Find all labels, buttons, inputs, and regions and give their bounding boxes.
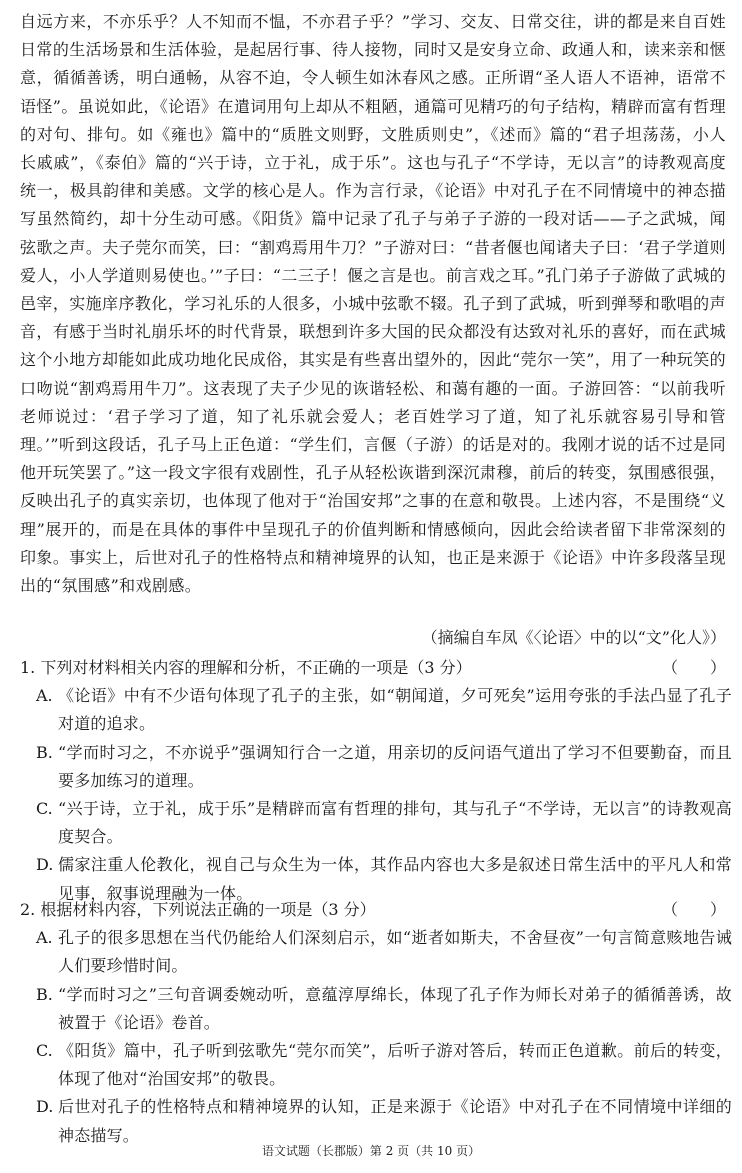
- option-label: D.: [36, 1097, 54, 1117]
- option-label: B.: [36, 742, 53, 762]
- question-stem-text: 2. 根据材料内容，下列说法正确的一项是（3 分）: [20, 900, 376, 919]
- option-text: 后世对孔子的性格特点和精神境界的认知，正是来源于《论语》中对孔子在不同情境中详细的神态描写。: [58, 1097, 732, 1145]
- option-label: A.: [36, 928, 53, 948]
- option-b: [20, 981, 732, 1037]
- page-footer: 语文试题（长郡版）第 2 页（共 10 页）: [261, 1144, 481, 1158]
- option-label: C.: [36, 1041, 53, 1061]
- option-text: “学而时习之”三句音调委婉动听，意蕴淳厚绵长，体现了孔子作为师长对弟子的循循善诱，故被置于《论语》卷首。: [58, 984, 732, 1032]
- option-b: [20, 739, 732, 795]
- option-text: 《论语》中有不少语句体现了孔子的主张，如“朝闻道，夕可死矣”运用夸张的手法凸显了孔子对道的追求。: [58, 686, 732, 734]
- option-a: [20, 682, 732, 738]
- option-label: B.: [36, 984, 53, 1004]
- option-text: 孔子的很多思想在当代仍能给人们深刻启示，如“逝者如斯夫，不舍昼夜”一句言简意赅地告诫人们要珍惜时间。: [58, 928, 732, 976]
- reading-passage: 自远方来，不亦乐乎？人不知而不愠，不亦君子乎？”学习、交友、日常交往，讲的都是来自百姓日常的生活场景和生活体验，是起居行事、待人接物，同时又是安身立命、政通人和，读来亲和惬意，循循善诱，明白通畅，从容不迫，令人顿生如沐春风之感。正所谓“圣人语人不语神，语常不语怪”。虽说如此，《论语》在遣词用句上却从不粗陋，通篇可见精巧的句子结构，精辟而富有哲理的对句、排句。如《雍也》篇中的“质胜文则野，文胜质则史”，《述而》篇的“君子坦荡荡，小人长戚戚”，《泰伯》篇的“兴于诗，立于礼，成于乐”。这也与孔子“不学诗，无以言”的诗教观高度统一，极具韵律和美感。文学的核心是人。作为言行录，《论语》中对孔子在不同情境中的神态描写虽然简约，却十分生动可感。《阳货》篇中记录了孔子与弟子子游的一段对话——子之武城，闻弦歌之声。夫子莞尔而笑，曰：“割鸡焉用牛刀？”子游对曰：“昔者偃也闻诸夫子曰：‘君子学道则爱人，小人学道则易使也。’”子曰：“二三子！偃之言是也。前言戏之耳。”孔门弟子子游做了武城的邑宰，实施庠序教化，学习礼乐的人很多，小城中弦歌不辍。孔子到了武城，听到弹琴和歌唱的声音，有感于当时礼崩乐坏的时代背景，联想到许多大国的民众都没有达致对礼乐的喜好，而在武城这个小地方却能如此成功地化民成俗，其实是有些喜出望外的，因此“莞尔一笑”，用了一种玩笑的口吻说“割鸡焉用牛刀”。这表现了夫子少见的诙谐轻松、和蔼有趣的一面。子游回答：“以前我听老师说过：‘君子学习了道，知了礼乐就会爱人；老百姓学习了道，知了礼乐就容易引导和管理。’”听到这段话，孔子马上正色道：“学生们，言偃（子游）的话是对的。我刚才说的话不过是同他开玩笑罢了。”这一段文字很有戏剧性，孔子从轻松诙谐到深沉肃穆，前后的转变，氛围感很强，反映出孔子的真实亲切，也体现了他对于“治国安邦”之事的在意和敬畏。上述内容，不是围绕“义理”展开的，而是在具体的事件中呈现孔子的价值判断和情感倾向，因此会给读者留下非常深刻的印象。事实上，后世对孔子的性格特点和精神境界的认知，也正是来源于《论语》中许多段落呈现出的“氛围感”和戏剧感。: [20, 12, 726, 596]
- option-label: D.: [36, 855, 54, 875]
- option-c: [20, 1037, 732, 1093]
- option-label: C.: [36, 799, 53, 819]
- question-stem: [20, 654, 732, 682]
- answer-blank: （ ）: [661, 658, 726, 677]
- question-1: [20, 654, 732, 908]
- option-a: [20, 924, 732, 980]
- option-text: 《阳货》篇中，孔子听到弦歌先“莞尔而笑”，后听子游对答后，转而正色道歉。前后的转变，体现了他对“治国安邦”的敬畏。: [58, 1041, 732, 1089]
- option-c: [20, 795, 732, 851]
- question-stem: [20, 896, 732, 924]
- option-d: [20, 1093, 732, 1149]
- question-stem-text: 1. 下列对材料相关内容的理解和分析，不正确的一项是（3 分）: [20, 658, 472, 677]
- option-text: 儒家注重人伦教化，视自己与众生为一体，其作品内容也大多是叙述日常生活中的平凡人和常见事，叙事说理融为一体。: [58, 855, 732, 903]
- option-text: “学而时习之，不亦说乎”强调知行合一之道，用亲切的反问语气道出了学习不但要勤奋，而且要多加练习的道理。: [58, 742, 732, 790]
- option-label: A.: [36, 686, 53, 706]
- passage-source: （摘编自车凤《〈论语〉中的以“文”化人》）: [421, 628, 726, 647]
- question-2: [20, 896, 732, 1150]
- option-text: “兴于诗，立于礼，成于乐”是精辟而富有哲理的排句，其与孔子“不学诗，无以言”的诗教观高度契合。: [58, 799, 732, 847]
- answer-blank: （ ）: [661, 900, 726, 919]
